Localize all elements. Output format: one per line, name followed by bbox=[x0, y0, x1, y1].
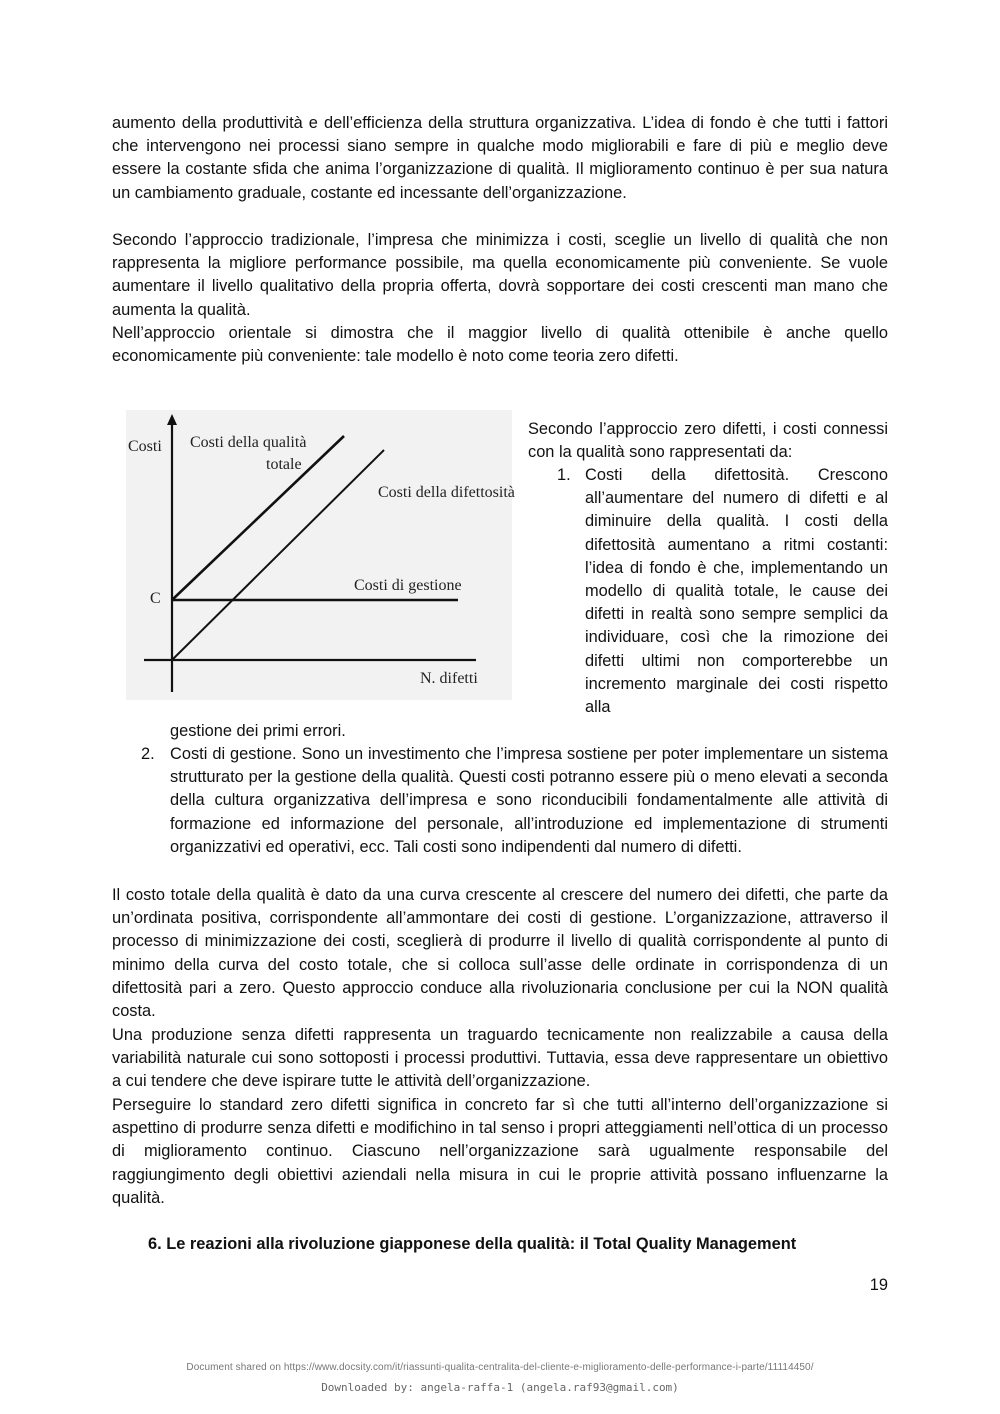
x-axis-label: N. difetti bbox=[420, 670, 478, 687]
intercept-label: C bbox=[150, 590, 161, 607]
paragraph-traditional-approach: Secondo l’approccio tradizionale, l’impresa che minimizza i costi, sceglie un livello di qualità che non rappresenta la migliore performance possibile, ma quella economicamente più conveniente. Se vuole aumentare il livello qualitativo della propria offerta, dovrà sopportare dei costi crescenti man mano che aumenta la qualità. bbox=[112, 231, 888, 319]
paragraph-oriental-approach: Nell’approccio orientale si dimostra che il maggior livello di qualità ottenibile è anche quello economicamente più conveniente: tale modello è noto come teoria zero difetti. bbox=[112, 324, 888, 366]
zero-defects-cost-diagram bbox=[126, 410, 515, 700]
paragraph-continuous-improvement: aumento della produttività e dell’efficienza della struttura organizzativa. L’idea di fondo è che tutti i fattori che intervengono nei processi siano sempre in qualche modo migliorabili e fare di più e meglio deve essere la costante sfida che anima l’organizzazione di qualità. Il miglioramento continuo è per sua natura un cambiamento graduale, costante ed incessante dell’organizzazione. bbox=[112, 114, 888, 202]
zero-defects-intro: Secondo l’approccio zero difetti, i costi connessi con la qualità sono rappresentati da: bbox=[528, 420, 888, 462]
y-axis-arrowhead bbox=[167, 414, 177, 425]
management-cost-label: Costi di gestione bbox=[354, 577, 462, 594]
list-item-1-tail: gestione dei primi errori. bbox=[170, 722, 346, 740]
total-cost-label-line1: Costi della qualità bbox=[190, 434, 307, 451]
list-item-2-text: Costi di gestione. Sono un investimento che l’impresa sostiene per poter implementare un sistema strutturato per la gestione della qualità. Questi costi potranno essere più o meno elevati a seconda della cultura organizzativa dell’impresa e sono riconducibili fondamentalmente alle attività di formazione ed informazione del personale, all’introduzione ed implementazione di strumenti organizzativi ed operativi, ecc. Tali costi sono indipendenti dal numero di difetti. bbox=[170, 745, 888, 856]
diagram-lines bbox=[126, 410, 512, 700]
section-heading: 6. Le reazioni alla rivoluzione giapponese della qualità: il Total Quality Management bbox=[148, 1235, 797, 1253]
list-item-1-number: 1. bbox=[557, 466, 571, 484]
list-item-1-text: Costi della difettosità. Crescono all’aumentare del numero di difetti e al diminuire della qualità. I costi della difettosità aumentano a ritmi costanti: l’idea di fondo è che, implementando un modello di qualità totale, le cause dei difetti in realtà sono sempre semplici da individuare, così che la rimozione dei difetti ultimi non comporterebbe un incremento marginale dei costi rispetto alla bbox=[585, 466, 888, 717]
total-cost-label-line2: totale bbox=[266, 456, 302, 473]
y-axis-label: Costi bbox=[128, 438, 162, 455]
footer-shared-link[interactable]: Document shared on https://www.docsity.com/it/riassunti-qualita-centralita-del-cliente-e-miglioramento-delle-performance-i-parte/11114450/ bbox=[186, 1362, 814, 1373]
paragraph-zero-defects-standard: Perseguire lo standard zero difetti significa in concreto far sì che tutti all’interno dell’organizzazione si aspettino di produrre senza difetti e modifichino in tal senso i propri atteggiamenti nell’ottica di un processo di miglioramento continuo. Ciascuno nell’organizzazione sarà ugualmente responsabile del raggiungimento degli obiettivi aziendali nella misura in cui le proprie attività possano influenzarne la qualità. bbox=[112, 1096, 888, 1207]
defect-cost-line bbox=[172, 450, 384, 660]
defect-cost-label: Costi della difettosità bbox=[378, 484, 515, 501]
paragraph-zero-defects-goal: Una produzione senza difetti rappresenta un traguardo tecnicamente non realizzabile a causa della variabilità naturale cui sono sottoposti i processi produttivi. Tuttavia, essa deve rappresentare un obiettivo a cui tendere che deve ispirare tutte le attività dell’organizzazione. bbox=[112, 1026, 888, 1091]
footer-downloaded-by: Downloaded by: angela-raffa-1 (angela.raf93@gmail.com) bbox=[321, 1381, 679, 1394]
paragraph-total-cost: Il costo totale della qualità è dato da una curva crescente al crescere del numero dei difetti, che parte da un’ordinata positiva, corrispondente all’ammontare dei costi di gestione. L’organizzazione, attraverso il processo di minimizzazione dei costi, sceglierà di produrre il livello di qualità corrispondente al punto di minimo della curva del costo totale, che si colloca sull’asse delle ordinate in corrispondenza di un difettosità pari a zero. Questo approccio conduce alla rivoluzionaria conclusione per cui la NON qualità costa. bbox=[112, 886, 888, 1021]
list-item-2-number: 2. bbox=[141, 745, 155, 763]
page-number: 19 bbox=[869, 1276, 888, 1294]
